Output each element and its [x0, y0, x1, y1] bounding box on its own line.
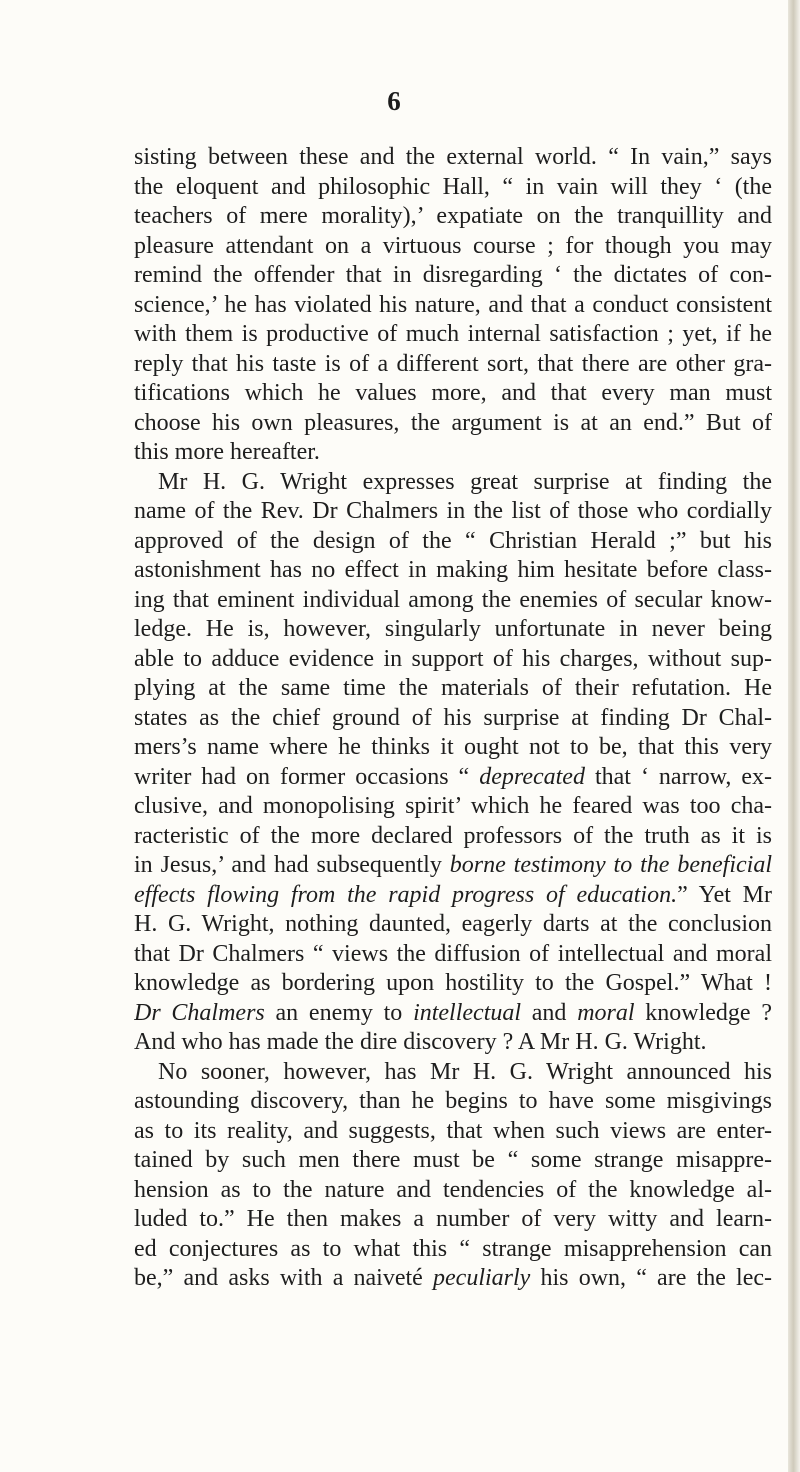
text-segment: pleasure attendant on a virtuous course ; for though you may [134, 232, 772, 259]
text-line [134, 999, 772, 1029]
text-segment: the eloquent and philosophic Hall, “ in vain will they ‘ (the [134, 173, 772, 200]
text-segment: approved of the design of the “ Christian Herald ;” but his [134, 527, 772, 554]
text-line [134, 468, 772, 498]
text-line [134, 733, 772, 763]
italic-text: moral [577, 999, 635, 1026]
text-segment: ledge. He is, however, singularly unfortunate in never being [134, 616, 772, 642]
text-segment: Mr H. G. Wright expresses great surprise at finding the [158, 468, 772, 495]
text-segment: remind the offender that in disregarding ‘ the dictates of con- [134, 262, 772, 288]
italic-text: borne testimony to the beneficial [449, 852, 772, 878]
text-segment: with them is productive of much internal satisfaction ; yet, if he [134, 321, 772, 347]
text-line [134, 350, 772, 380]
text-segment: name of the Rev. Dr Chalmers in the list of those who cordially [134, 498, 772, 524]
text-segment: reply that his taste is of a different sort, that there are other gra- [134, 350, 772, 377]
text-segment: hension as to the nature and tendencies of the knowledge al- [134, 1176, 772, 1203]
text-segment: mers’s name where he thinks it ought not to be, that this very [134, 734, 772, 760]
text-segment: choose his own pleasures, the argument is at an end.” But of [134, 409, 772, 436]
text-line [134, 143, 772, 173]
text-segment: H. G. Wright, nothing daunted, eagerly darts at the conclusion [134, 911, 772, 937]
text-line [134, 704, 772, 734]
text-segment: able to adduce evidence in support of his charges, without sup- [134, 645, 772, 672]
text-line [134, 1146, 772, 1176]
text-line [134, 822, 772, 852]
text-line [134, 1205, 772, 1235]
text-line [134, 261, 772, 291]
text-segment: in Jesus,’ and had subsequently [134, 852, 450, 878]
text-line [134, 645, 772, 675]
text-line [134, 438, 772, 468]
italic-text: intellectual [413, 999, 522, 1026]
text-segment: clusive, and monopolising spirit’ which he feared was too cha- [134, 793, 772, 819]
text-line [134, 527, 772, 557]
text-segment: racteristic of the more declared professors of the truth as it is [134, 822, 772, 849]
text-line [134, 851, 772, 881]
text-segment: astonishment has no effect in making him hesitate before class- [134, 557, 772, 583]
text-segment: knowledge ? [634, 999, 772, 1026]
text-segment: writer had on former occasions “ [134, 763, 480, 790]
text-segment: his own, “ are the lec- [530, 1265, 772, 1291]
text-line [134, 1028, 772, 1058]
text-segment: that ‘ narrow, ex- [584, 763, 772, 790]
text-segment: and [521, 999, 578, 1026]
text-line [134, 291, 772, 321]
text-line [134, 881, 772, 911]
text-line [134, 1235, 772, 1265]
text-line [134, 763, 772, 793]
text-segment: as to its reality, and suggests, that when such views are enter- [134, 1117, 772, 1144]
page-number: 6 [387, 86, 401, 116]
text-segment: teachers of mere morality),’ expatiate on the tranquillity and [134, 203, 772, 229]
text-line [134, 940, 772, 970]
text-line [134, 615, 772, 645]
body-text [134, 143, 772, 1294]
text-line [134, 792, 772, 822]
italic-text: peculiarly [433, 1265, 531, 1291]
text-segment: astounding discovery, than he begins to have some misgivings [134, 1088, 772, 1114]
text-line [134, 1264, 772, 1294]
text-segment: And who has made the dire discovery ? A Mr H. G. Wright. [134, 1029, 707, 1055]
text-segment: No sooner, however, has Mr H. G. Wright announced his [158, 1058, 772, 1085]
text-line [134, 232, 772, 262]
text-line [134, 1117, 772, 1147]
text-segment: that Dr Chalmers “ views the diffusion of intellectual and moral [134, 940, 772, 967]
text-line [134, 586, 772, 616]
text-line [134, 1087, 772, 1117]
text-segment: this more hereafter. [134, 439, 320, 465]
text-segment: science,’ he has violated his nature, and that a conduct consistent [134, 291, 772, 318]
text-segment: states as the chief ground of his surprise at finding Dr Chal- [134, 704, 772, 731]
text-segment: be,” and asks with a naiveté [134, 1265, 434, 1291]
text-segment: luded to.” He then makes a number of very witty and learn- [134, 1206, 772, 1232]
text-line [134, 202, 772, 232]
italic-text: deprecated [479, 763, 585, 790]
italic-text: Dr Chalmers [134, 999, 265, 1026]
page-edge [788, 0, 800, 1472]
text-line [134, 1176, 772, 1206]
text-line [134, 969, 772, 999]
text-line [134, 910, 772, 940]
text-line [134, 674, 772, 704]
italic-text: effects flowing from the rapid progress of education. [134, 881, 678, 908]
text-line [134, 173, 772, 203]
text-line [134, 1058, 772, 1088]
text-line [134, 320, 772, 350]
text-segment: sisting between these and the external world. “ In vain,” says [134, 144, 772, 170]
text-segment: tained by such men there must be “ some strange misappre- [134, 1147, 772, 1173]
text-segment: ” Yet Mr [677, 881, 772, 908]
text-segment: an enemy to [264, 999, 414, 1026]
text-segment: plying at the same time the materials of their refutation. He [134, 675, 772, 701]
text-segment: tifications which he values more, and that every man must [134, 380, 772, 406]
text-line [134, 409, 772, 439]
text-line [134, 379, 772, 409]
text-segment: ing that eminent individual among the enemies of secular know- [134, 586, 772, 613]
text-line [134, 497, 772, 527]
text-segment: ed conjectures as to what this “ strange misapprehension can [134, 1235, 772, 1262]
text-line [134, 556, 772, 586]
text-segment: knowledge as bordering upon hostility to the Gospel.” What ! [134, 970, 772, 996]
